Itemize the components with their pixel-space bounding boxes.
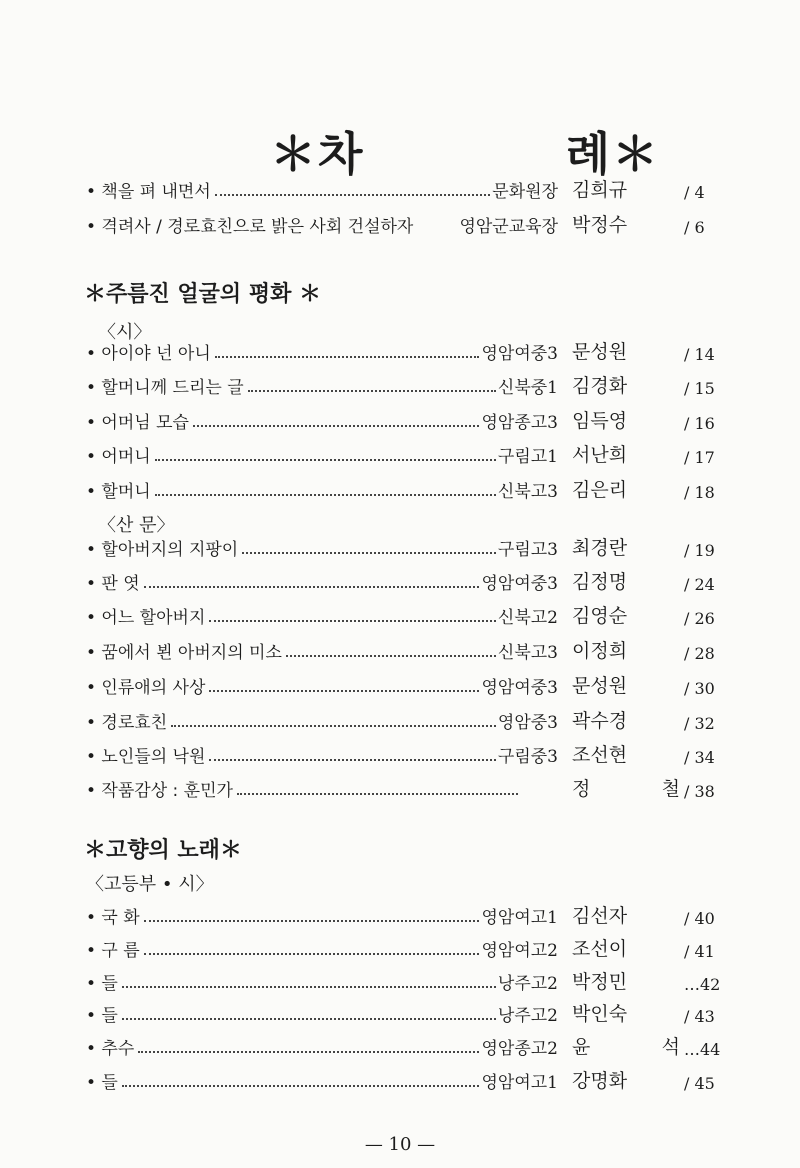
subsection-label: 〈시〉 bbox=[98, 322, 152, 343]
author-affiliation: 신북고2 bbox=[497, 608, 558, 628]
toc-entry bbox=[86, 1029, 740, 1059]
entry-title: • 들 bbox=[86, 1073, 118, 1093]
page-ref: / 26 bbox=[684, 609, 715, 628]
author-name: 문성원 bbox=[572, 675, 628, 697]
toc-entry bbox=[86, 703, 740, 733]
toc-entry bbox=[86, 530, 740, 560]
author-name: 박정민 bbox=[572, 971, 628, 993]
author-affiliation: 영암종고2 bbox=[481, 1039, 558, 1059]
entry-title: • 어머님 모습 bbox=[86, 413, 189, 433]
page-ref: / 40 bbox=[684, 909, 715, 928]
leader-dots bbox=[209, 758, 496, 761]
author-name: 김정명 bbox=[572, 571, 628, 593]
author-name: 김은리 bbox=[572, 479, 628, 501]
author-name: 문성원 bbox=[572, 341, 628, 363]
toc-entry bbox=[86, 334, 740, 364]
page-ref: / 41 bbox=[684, 942, 715, 961]
author-name: 박인숙 bbox=[572, 1003, 628, 1025]
leader-dots bbox=[286, 654, 496, 657]
page-ref: / 38 bbox=[684, 782, 715, 801]
toc-entry bbox=[86, 437, 740, 467]
leader-dots bbox=[209, 689, 479, 692]
author-name: 박정수 bbox=[572, 214, 628, 236]
toc-entry bbox=[86, 368, 740, 398]
author-affiliation: 영암여고1 bbox=[481, 908, 558, 928]
toc-entry bbox=[86, 472, 740, 502]
toc-entry bbox=[86, 931, 740, 961]
entry-title: • 작품감상 : 훈민가 bbox=[86, 781, 233, 801]
title-left: ＊차 bbox=[270, 127, 365, 181]
author-affiliation: 영암군교육장 bbox=[459, 217, 558, 237]
author-name: 김선자 bbox=[572, 905, 628, 927]
leader-dots bbox=[237, 792, 518, 795]
toc-entry bbox=[86, 207, 740, 237]
author-name: 김희규 bbox=[572, 179, 628, 201]
entry-title: • 판 엿 bbox=[86, 574, 140, 594]
page-ref: / 18 bbox=[684, 483, 715, 502]
toc-entry bbox=[86, 633, 740, 663]
page-ref: / 34 bbox=[684, 748, 715, 767]
toc-entry bbox=[86, 737, 740, 767]
leader-dots bbox=[248, 389, 496, 392]
leader-dots bbox=[138, 1050, 479, 1053]
author-affiliation: 문화원장 bbox=[492, 182, 558, 202]
toc-entry bbox=[86, 898, 740, 928]
author-name: 조선이 bbox=[572, 938, 628, 960]
toc-entry bbox=[86, 996, 740, 1026]
leader-dots bbox=[122, 1017, 496, 1020]
leader-dots bbox=[193, 424, 480, 427]
author-affiliation: 영암여고1 bbox=[481, 1073, 558, 1093]
author-affiliation: 구림고3 bbox=[497, 540, 558, 560]
leader-dots bbox=[417, 230, 457, 231]
author-name: 이정희 bbox=[572, 640, 628, 662]
author-name: 김영순 bbox=[572, 605, 628, 627]
entry-title: • 할아버지의 지팡이 bbox=[86, 540, 239, 560]
author-name: 서난희 bbox=[572, 444, 628, 466]
author-affiliation: 신북중1 bbox=[497, 378, 558, 398]
author-affiliation: 영암여고2 bbox=[481, 941, 558, 961]
leader-dots bbox=[144, 952, 480, 955]
author-affiliation: 신북고3 bbox=[497, 643, 558, 663]
page-ref: / 19 bbox=[684, 541, 715, 560]
entry-title: • 책을 펴 내면서 bbox=[86, 182, 211, 202]
subsection-label: 〈산 문〉 bbox=[98, 515, 175, 536]
entry-title: • 할머니 bbox=[86, 482, 151, 502]
author-affiliation: 영암중3 bbox=[497, 713, 558, 733]
page-ref: / 15 bbox=[684, 379, 715, 398]
leader-dots bbox=[122, 1084, 480, 1087]
author-affiliation: 신북고3 bbox=[497, 482, 558, 502]
leader-dots bbox=[144, 585, 480, 588]
author-affiliation: 구림고1 bbox=[497, 447, 558, 467]
page-ref: …44 bbox=[684, 1040, 721, 1059]
page-ref: / 43 bbox=[684, 1007, 715, 1026]
author-affiliation: 영암여중3 bbox=[481, 344, 558, 364]
entry-title: • 추수 bbox=[86, 1039, 135, 1059]
page-ref: / 4 bbox=[684, 183, 705, 202]
section-heading: ＊고향의 노래＊ bbox=[84, 838, 242, 863]
author-name: 최경란 bbox=[572, 537, 628, 559]
entry-title: • 격려사 / 경로효친으로 밝은 사회 건설하자 bbox=[86, 217, 414, 237]
author-name: 강명화 bbox=[572, 1070, 628, 1092]
page-ref: / 45 bbox=[684, 1074, 715, 1093]
author-affiliation: 낭주고2 bbox=[497, 974, 558, 994]
toc-entry bbox=[86, 598, 740, 628]
section-heading: ＊주름진 얼굴의 평화 ＊ bbox=[84, 282, 321, 307]
leader-dots bbox=[155, 493, 496, 496]
toc-entry bbox=[86, 771, 740, 801]
author-name: 곽수경 bbox=[572, 710, 628, 732]
page-ref: / 32 bbox=[684, 714, 715, 733]
toc-entry bbox=[86, 172, 740, 202]
entry-title: • 경로효친 bbox=[86, 713, 168, 733]
author-affiliation: 낭주고2 bbox=[497, 1006, 558, 1026]
author-name: 김경화 bbox=[572, 375, 628, 397]
entry-title: • 들 bbox=[86, 1006, 118, 1026]
leader-dots bbox=[215, 355, 480, 358]
leader-dots bbox=[144, 919, 480, 922]
leader-dots bbox=[209, 619, 496, 622]
entry-title: • 들 bbox=[86, 974, 118, 994]
leader-dots bbox=[122, 985, 496, 988]
entry-title: • 꿈에서 뵌 아버지의 미소 bbox=[86, 643, 282, 663]
author-name: 윤 석 bbox=[572, 1036, 680, 1058]
page-ref: / 6 bbox=[684, 218, 705, 237]
toc-entry bbox=[86, 964, 740, 994]
page-number: — 10 — bbox=[364, 1134, 436, 1155]
leader-dots bbox=[242, 551, 496, 554]
leader-dots bbox=[215, 193, 491, 196]
entry-title: • 아이야 넌 아니 bbox=[86, 344, 211, 364]
author-name: 임득영 bbox=[572, 410, 628, 432]
entry-title: • 국 화 bbox=[86, 908, 140, 928]
page-ref: / 16 bbox=[684, 414, 715, 433]
title-right: 례＊ bbox=[565, 127, 660, 181]
entry-title: • 할머니께 드리는 글 bbox=[86, 378, 244, 398]
entry-title: • 어머니 bbox=[86, 447, 151, 467]
author-affiliation: 영암종고3 bbox=[481, 413, 558, 433]
author-affiliation: 영암여중3 bbox=[481, 574, 558, 594]
author-name: 조선현 bbox=[572, 744, 628, 766]
page-ref: / 17 bbox=[684, 448, 715, 467]
page-ref: / 24 bbox=[684, 575, 715, 594]
page-ref: / 14 bbox=[684, 345, 715, 364]
entry-title: • 노인들의 낙원 bbox=[86, 747, 206, 767]
leader-dots bbox=[171, 724, 496, 727]
entry-title: • 인류애의 사상 bbox=[86, 678, 206, 698]
subsection-label: 〈고등부 • 시〉 bbox=[86, 874, 214, 895]
page-ref: / 28 bbox=[684, 644, 715, 663]
toc-entry bbox=[86, 668, 740, 698]
entry-title: • 구 름 bbox=[86, 941, 140, 961]
leader-dots bbox=[155, 458, 496, 461]
author-name: 정 철 bbox=[572, 778, 680, 800]
page-ref: / 30 bbox=[684, 679, 715, 698]
toc-entry bbox=[86, 564, 740, 594]
author-affiliation: 구림중3 bbox=[497, 747, 558, 767]
toc-entry bbox=[86, 403, 740, 433]
author-affiliation: 영암여중3 bbox=[481, 678, 558, 698]
toc-entry bbox=[86, 1063, 740, 1093]
entry-title: • 어느 할아버지 bbox=[86, 608, 206, 628]
page-ref: …42 bbox=[684, 975, 721, 994]
